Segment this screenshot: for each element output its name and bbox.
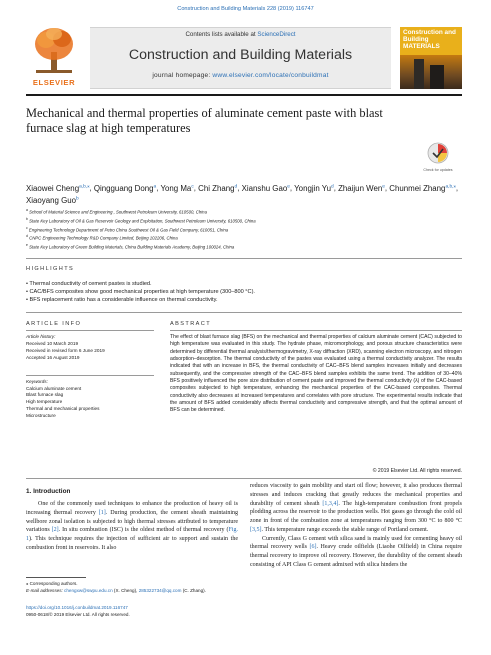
author[interactable]: Yongjin Yu$^d$ [294, 183, 334, 193]
affiliation: $^b$ State Key Laboratory of Oil & Gas Reservoir Geology and Exploitation, Southwest Petroleum University, 610500, China [26, 216, 256, 224]
affiliation: $^d$ CNPC Engineering Technology R&D Company Limited, Beijing 102206, China [26, 234, 178, 241]
journal-cover[interactable] [400, 27, 462, 89]
affiliation: $^a$ School of Material Science and Engineering , Southwest Petroleum University, 610500, China [26, 208, 207, 215]
abstract-text: The effect of blast furnace slag (BFS) on the mechanical and thermal properties of calcium aluminate cement (CAC) subjected to high temperature was evaluated in this study. The hydrate phase, micromorphology, and porous structure characteristics were determined by differential thermal analysis/thermogravimetry, X-ray diffraction (XRD), scanning electron microscopy, and nitrogen adsorption–desorption. The thermal conductivity of the pastes was evaluated using a thermal conductivity analyzer. The results indicated that with an increase in BFS, the thermal conductivity of CAC–BFS blend samples increases initially and decreases subsequently, and the compressive strength of the CAC–BFS blend samples exhibits the same trend. The addition of 30–40% BFS positively influenced the pore size distribution of cement paste and improved the thermal conductivity (λ) of the CAC-based composites subjected to high temperature, enhancing the mechanical properties of the CAC-based composites. Thermal conductivity also decreases at increased temperatures and correlates with pore structure. The experimental results indicate that the amount of BFS added considerably affects thermal conductivity and compressive strength, and that the optimal amount of BFS can be determined. [170, 334, 462, 414]
cover-building-shape [430, 65, 444, 89]
journal-reference[interactable]: Construction and Building Materials 228 (2019) 116747 [177, 6, 314, 12]
homepage-link[interactable]: www.elsevier.com/locate/conbuildmat [212, 72, 329, 79]
crossmark-badge[interactable] [423, 142, 453, 172]
abstract-heading: ABSTRACT [170, 321, 212, 327]
elsevier-tree-icon [32, 26, 76, 74]
doi-block [26, 604, 266, 618]
header-divider [26, 94, 462, 96]
history-accepted: Accepted 16 August 2019 [26, 354, 80, 360]
paragraph: reduces viscosity to gain mobility and start oil flow; however, it also produces thermal stresses and induces cracking that greatly reduces the mechanical properties and durability of cement sheath [1,3,4]. The high-temperature combustion front propels plodding across the reservoir to the production wells. Hot gases go through the cold oil zone in front of the combustion zone at temperatures ranging from 300 °C to 800 °C [3,5]. This temperature range exceeds the stable range of Portland cement. [250, 483, 463, 533]
section-divider [26, 478, 462, 479]
highlights-list [26, 280, 462, 305]
affiliation: $^c$ Engineering Technology Department of Petro China Southwest Oil & Gas Field Company, 610051, China [26, 225, 229, 233]
highlights-heading: HIGHLIGHTS [26, 266, 75, 272]
keyword: Thermal and mechanical properties [26, 405, 100, 411]
journal-header [90, 27, 391, 89]
citation-link[interactable]: [1] [98, 509, 106, 516]
email-link[interactable]: chengxw@swpu.edu.cn [64, 588, 113, 593]
history-revised: Received in revised form 6 June 2019 [26, 347, 105, 353]
paragraph: One of the commonly used techniques to enhance the production of heavy oil is increasing thermal recovery [1]. During production, the cement sheath maintaining wellbore zonal isolation is subjected to high thermal stresses attributed to temperature variations [2]. In situ combustion (ISC) is the oldest method of thermal recovery (Fig. 1). This technique requires the injection of sufficient air to support and sustain the combustion front in reservoirs. It also [26, 501, 239, 551]
figure-link[interactable]: Fig. 1 [26, 527, 239, 542]
author[interactable]: Xiaowei Cheng$^{a,b,⁎}$ [26, 183, 90, 193]
article-title: Mechanical and thermal properties of aluminate cement paste with blast furnace slag at high temperatures [26, 106, 383, 135]
body-column-right [250, 482, 462, 570]
history-received: Received 10 March 2019 [26, 340, 79, 346]
elsevier-wordmark: ELSEVIER [32, 78, 76, 87]
author[interactable]: Chi Zhang$^d$ [198, 183, 238, 193]
history-label: Article history: [26, 334, 56, 339]
cover-title: Construction and Building MATERIALS [403, 29, 456, 50]
citation-link[interactable]: [2] [51, 527, 59, 534]
author[interactable]: Yong Ma$^c$ [160, 183, 194, 193]
doi-link[interactable]: https://doi.org/10.1016/j.conbuildmat.2019.116747 [26, 605, 128, 610]
affiliation: $^e$ State Key Laboratory of Green Building Materials, China Building Materials Academy, Beijing 100024, China [26, 243, 235, 250]
keyword: Blast furnace slag [26, 392, 64, 398]
email-line: E-mail addresses: chengxw@swpu.edu.cn (X. Cheng), 285322734@qq.com (C. Zhang). [26, 588, 206, 593]
crossmark-icon [427, 142, 449, 168]
section-heading: 1. Introduction [26, 488, 71, 495]
article-info-divider [26, 330, 154, 331]
sciencedirect-link[interactable]: ScienceDirect [257, 31, 296, 38]
homepage-prefix: journal homepage: [152, 72, 213, 79]
journal-homepage [90, 72, 391, 79]
citation-link[interactable]: [1,3,4] [322, 500, 339, 507]
keywords-heading: Keywords: [26, 379, 48, 384]
keyword: Microstructure [26, 412, 56, 418]
elsevier-logo[interactable] [26, 26, 82, 88]
footnote-divider [26, 577, 86, 578]
footnote [26, 580, 238, 594]
citation-link[interactable]: [3,5] [250, 526, 262, 533]
affiliations [26, 207, 462, 251]
email-link[interactable]: 285322734@qq.com [138, 588, 182, 593]
cover-building-shape [414, 59, 424, 89]
keywords [26, 379, 154, 419]
section-divider [26, 312, 462, 313]
section-divider [26, 258, 462, 259]
contents-line [90, 31, 391, 38]
paragraph: Currently, Class G cement with silica sand is mainly used for cementing heavy oil thermal recovery wells [6]. Heavy crude oilfields (Liaohe Oilfield) in China require thermal recovery to improve oil recovery. However, the durability of the cement sheath consisting of API Class G cement admixed with silica hinders the [250, 535, 462, 568]
abstract-copyright: © 2019 Elsevier Ltd. All rights reserved. [372, 468, 462, 474]
keyword: High temperature [26, 399, 63, 405]
corresponding-authors: ⁎ Corresponding authors. [26, 581, 78, 586]
keyword: Calcium aluminate cement [26, 385, 82, 391]
author[interactable]: Zhaijun Wen$^e$ [338, 183, 385, 193]
author[interactable]: Xiaoyang Guo$^b$ [26, 196, 79, 206]
highlight-item: • CAC/BFS composites show good mechanical properties at high temperature (300–800 °C). [26, 289, 255, 296]
journal-title[interactable]: Construction and Building Materials [128, 47, 353, 63]
highlight-item: • Thermal conductivity of cement pastes is studied. [26, 281, 152, 287]
keywords-divider [26, 375, 154, 376]
author-list: Xiaowei Cheng$^{a,b,⁎}$, Qingguang Dong$^a$, Yong Ma$^c$, Chi Zhang$^d$, Xianshu Gao$^e$, Yongjin Yu$^d$, Zhaijun Wen$^e$, Chunmei Zhang$^{a,b,⁎}$, Xiaoyang Guo$^b$ [26, 183, 459, 206]
author[interactable]: Chunmei Zhang$^{a,b,⁎}$ [389, 183, 456, 193]
rights-line: 0950-0618/© 2019 Elsevier Ltd. All rights reserved. [26, 612, 130, 617]
contents-prefix: Contents lists available at [185, 31, 258, 38]
abstract-divider [170, 330, 462, 331]
citation-link[interactable]: [6] [309, 544, 317, 551]
author[interactable]: Qingguang Dong$^a$ [93, 183, 157, 193]
crossmark-label: Check for updates [423, 168, 453, 172]
highlight-item: • BFS replacement ratio has a considerable influence on thermal conductivity. [26, 297, 218, 304]
author[interactable]: Xianshu Gao$^e$ [241, 183, 290, 193]
article-history [26, 334, 154, 362]
body-column-left [26, 500, 238, 553]
article-info-heading: ARTICLE INFO [26, 321, 82, 327]
